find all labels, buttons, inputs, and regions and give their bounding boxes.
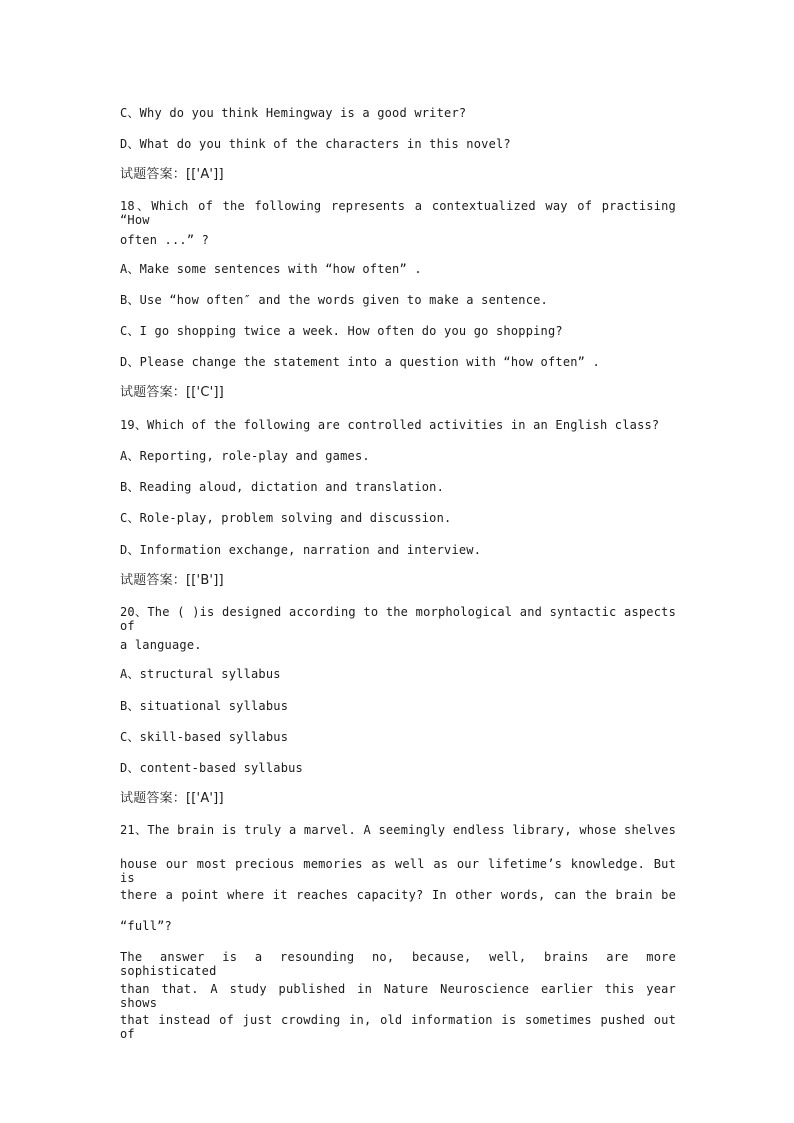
text-line: A、Reporting, role-play and games. [120,449,370,463]
answer-line: 试题答案：[['A']] [120,791,224,806]
answer-line: 试题答案：[['C']] [120,385,224,400]
text-line: B、situational syllabus [120,699,289,713]
text-line: B、Reading aloud, dictation and translation. [120,480,445,494]
text-line: C、I go shopping twice a week. How often do you go shopping? [120,324,563,338]
text-line: The answer is a resounding no, because, well, brains are more sophisticated [120,950,676,978]
text-line: 18、Which of the following represents a contextualized way of practising “How [120,199,676,227]
text-line: than that. A study published in Nature Neuroscience earlier this year shows [120,982,676,1010]
text-line: a language. [120,638,202,652]
text-line: C、Why do you think Hemingway is a good writer? [120,106,467,120]
text-line: 21、The brain is truly a marvel. A seemingly endless library, whose shelves [120,823,676,837]
text-line: often ...” ? [120,233,210,247]
text-line: A、structural syllabus [120,667,281,681]
text-line: house our most precious memories as well as our lifetime’s knowledge. But is [120,857,676,885]
text-line: C、Role-play, problem solving and discussion. [120,511,452,525]
text-line: “full”? [120,919,172,933]
text-line: 20、The ( )is designed according to the morphological and syntactic aspects of [120,605,676,633]
text-line: A、Make some sentences with “how often” . [120,262,422,276]
text-line: D、content-based syllabus [120,761,303,775]
text-line: 19、Which of the following are controlled activities in an English class? [120,418,660,432]
text-line: D、Information exchange, narration and interview. [120,543,482,557]
answer-line: 试题答案：[['B']] [120,573,224,588]
text-line: D、Please change the statement into a question with “how often” . [120,355,600,369]
text-line: that instead of just crowding in, old information is sometimes pushed out of [120,1013,676,1041]
answer-line: 试题答案：[['A']] [120,167,224,182]
text-line: B、Use “how often″ and the words given to make a sentence. [120,293,548,307]
text-line: there a point where it reaches capacity? In other words, can the brain be [120,888,676,902]
text-line: D、What do you think of the characters in this novel? [120,137,511,151]
text-line: C、skill-based syllabus [120,730,289,744]
